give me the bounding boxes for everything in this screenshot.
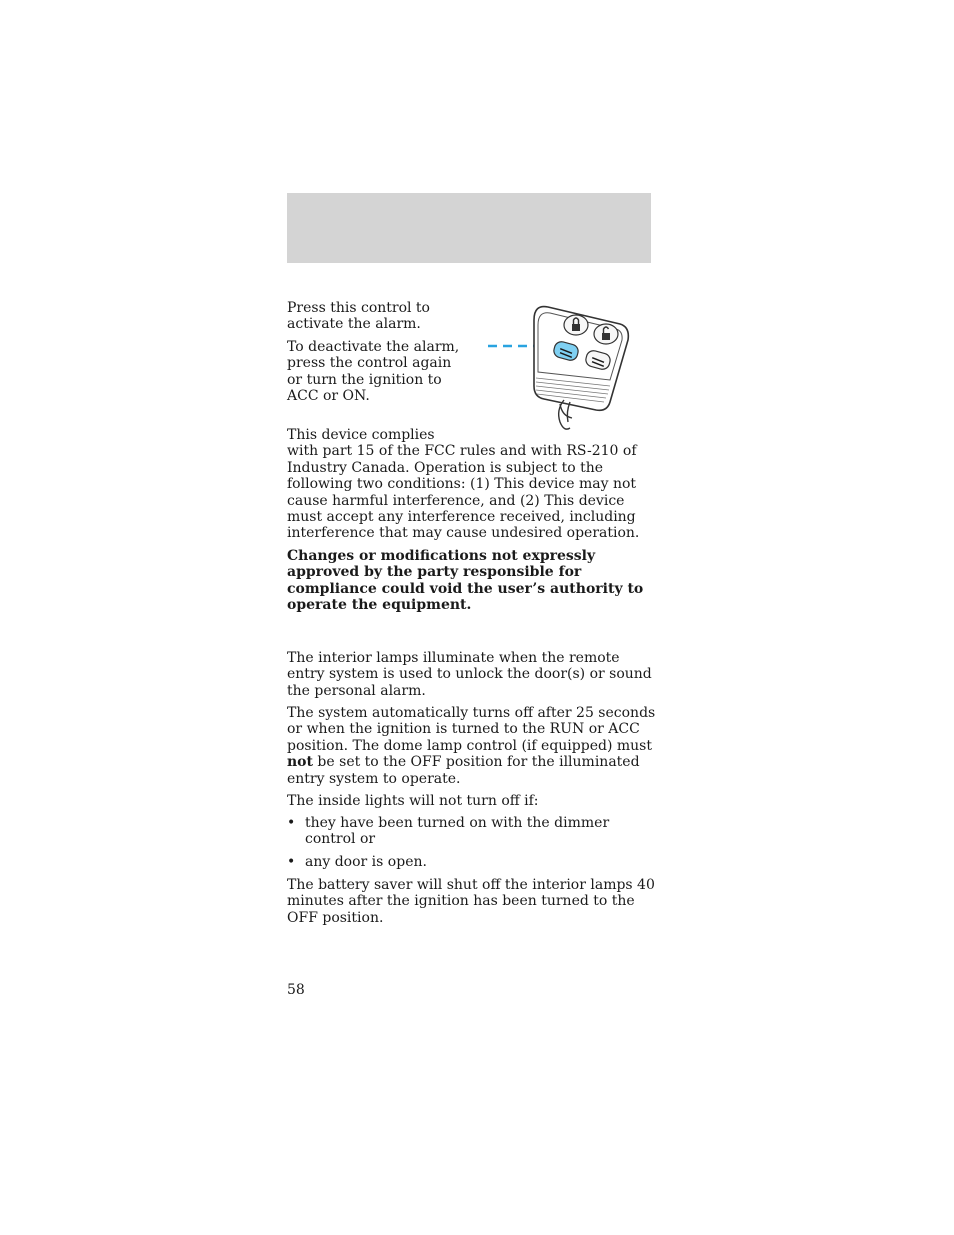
header-band [287,193,651,263]
illuminated-entry-timeout-text [287,705,659,787]
timeout-text-end: be set to the OFF position for the illuminated entry system to operate. [287,754,640,787]
fcc-lead-text: This device complies [287,427,435,443]
bullet-icon: • [287,815,296,831]
bullet-text: they have been turned on with the dimmer control or [305,815,610,848]
remote-key-fob-icon [486,300,636,440]
bullet-item-dimmer [287,815,659,848]
lights-condition-intro-text: The inside lights will not turn off if: [287,793,539,809]
page-number: 58 [287,982,305,998]
bullet-item-door [287,854,659,870]
alarm-deactivate-text: To deactivate the alarm, press the control again or turn the ignition to ACC or ON. [287,339,460,405]
bullet-icon: • [287,854,296,870]
fcc-compliance-text: with part 15 of the FCC rules and with RS-210 of Industry Canada. Operation is subject to the following two conditions: (1) This device may not cause harmful interference, and (2) This device must accept any interference received, including interference that may cause undesired operation. [287,443,640,542]
unlock-button [594,324,618,344]
bullet-text: any door is open. [305,854,427,870]
timeout-text-start: The system automatically turns off after 25 seconds or when the ignition is turned to the RUN or ACC position. The dome lamp control (if equipped) must [287,705,656,754]
alarm-activate-text: Press this control to activate the alarm. [287,300,430,333]
emphasis-not: not [287,754,313,771]
battery-saver-text: The battery saver will shut off the interior lamps 40 minutes after the ignition has been turned to the OFF position. [287,877,655,926]
illuminated-entry-intro-text: The interior lamps illuminate when the remote entry system is used to unlock the door(s) or sound the personal alarm. [287,650,652,699]
fcc-warning-text: Changes or modifications not expressly approved by the party responsible for compliance could void the user’s authority to operate the equipment. [287,548,644,614]
lock-button [564,315,588,335]
